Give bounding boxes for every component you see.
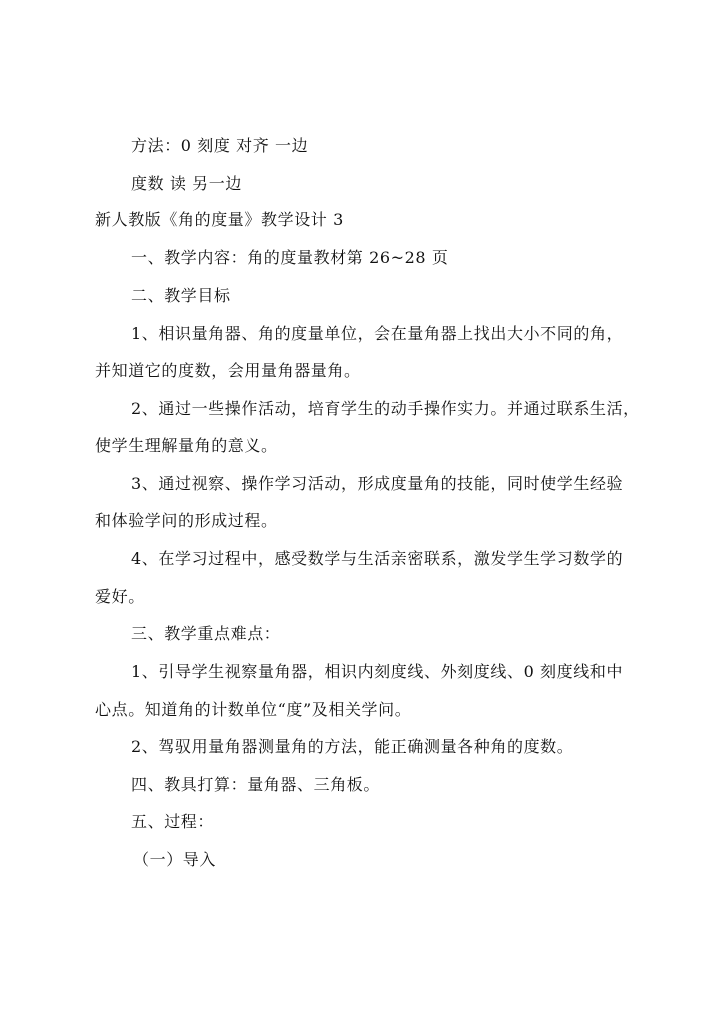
heading-teaching-goals: 二、教学目标 — [131, 286, 231, 305]
goal-4-line-2: 爱好。 — [95, 587, 145, 606]
goal-3-line-1: 3、通过视察、操作学习活动，形成度量角的技能，同时使学生经验 — [131, 474, 624, 493]
goal-1-line-1: 1、相识量角器、角的度量单位，会在量角器上找出大小不同的角， — [131, 324, 624, 343]
key-point-1-line-1: 1、引导学生视察量角器，相识内刻度线、外刻度线、0 刻度线和中 — [131, 662, 624, 681]
goal-2-line-1: 2、通过一些操作活动，培育学生的动手操作实力。并通过联系生活， — [131, 399, 640, 418]
goal-4-line-1: 4、在学习过程中，感受数学与生活亲密联系，激发学生学习数学的 — [131, 549, 624, 568]
subheading-introduction: （一）导入 — [133, 850, 217, 869]
heading-process: 五、过程： — [131, 812, 215, 831]
heading-key-points: 三、教学重点难点： — [131, 624, 281, 643]
teaching-aids: 四、教具打算：量角器、三角板。 — [131, 775, 381, 794]
method-line: 方法：0 刻度 对齐 一边 — [131, 136, 309, 155]
goal-3-line-2: 和体验学问的形成过程。 — [95, 511, 278, 530]
goal-2-line-2: 使学生理解量角的意义。 — [95, 436, 278, 455]
section-title: 新人教版《角的度量》教学设计 3 — [95, 210, 344, 229]
degree-read-line: 度数 读 另一边 — [131, 174, 242, 193]
key-point-1-line-2: 心点。知道角的计数单位“度”及相关学问。 — [95, 700, 412, 719]
goal-1-line-2: 并知道它的度数，会用量角器量角。 — [95, 361, 361, 380]
key-point-2: 2、驾驭用量角器测量角的方法，能正确测量各种角的度数。 — [131, 737, 574, 756]
teaching-content: 一、教学内容：角的度量教材第 26~28 页 — [131, 248, 449, 267]
